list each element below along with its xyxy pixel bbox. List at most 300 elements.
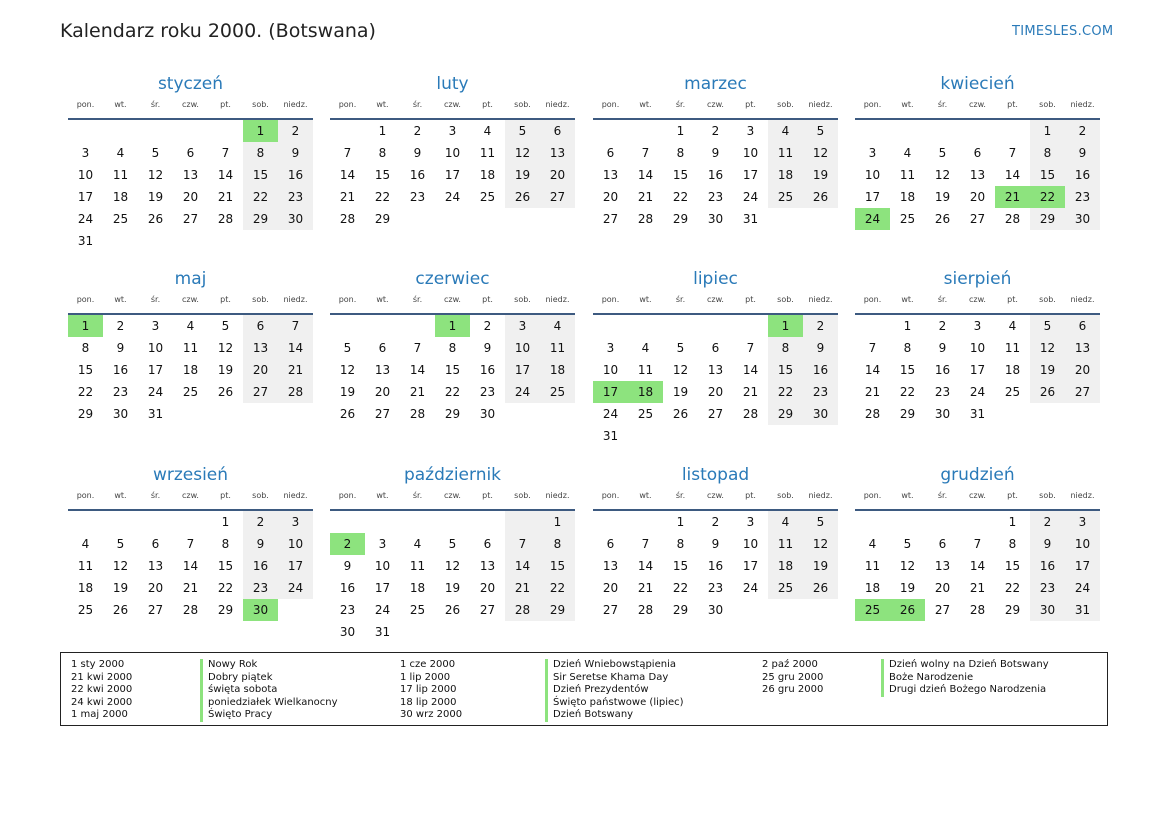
day-cell: 23	[1065, 186, 1100, 208]
day-grid	[593, 511, 838, 621]
day-cell: 1	[903, 319, 912, 333]
day-cell: 2	[938, 319, 947, 333]
legend-holiday-name: Drugi dzień Bożego Narodzenia	[881, 684, 1049, 697]
day-cell: 11	[899, 168, 916, 182]
month-name: marzec	[684, 74, 747, 94]
day-cell: 26	[339, 407, 356, 421]
day-cell: 31	[147, 407, 164, 421]
day-cell: 31	[1065, 599, 1100, 621]
day-cell: 15	[77, 363, 94, 377]
day-cell: 4	[1008, 319, 1017, 333]
day-cell: 13	[934, 559, 951, 573]
weekday-label: czw.	[707, 100, 724, 109]
day-grid	[593, 315, 838, 447]
day-cell: 23	[243, 577, 278, 599]
month-name: maj	[174, 269, 207, 289]
legend-date: 30 wrz 2000	[400, 709, 463, 721]
weekday-label: niedz.	[1070, 295, 1095, 304]
day-cell: 6	[938, 537, 947, 551]
day-cell: 11	[409, 559, 426, 573]
day-cell: 2	[1030, 511, 1065, 533]
legend-date: 18 lip 2000	[400, 696, 457, 708]
day-cell: 17	[864, 190, 881, 204]
day-cell: 24	[969, 385, 986, 399]
month-block	[593, 465, 838, 621]
day-cell: 23	[803, 381, 838, 403]
day-cell: 12	[112, 559, 129, 573]
month-block	[330, 465, 575, 643]
month-block	[855, 269, 1100, 425]
day-cell: 6	[483, 537, 492, 551]
day-cell: 30	[707, 603, 724, 617]
weekday-label: czw.	[969, 295, 986, 304]
legend-date: 22 kwi 2000	[71, 684, 133, 696]
day-cell: 19	[505, 164, 540, 186]
day-cell: 18	[182, 363, 199, 377]
empty-day-cell	[400, 511, 435, 533]
day-cell: 25	[768, 186, 803, 208]
weekday-label: wt.	[114, 100, 127, 109]
month-name: styczeń	[157, 74, 224, 94]
day-cell: 22	[243, 186, 278, 208]
weekday-label: pt.	[220, 491, 231, 500]
month-block	[330, 269, 575, 425]
day-cell: 6	[606, 537, 615, 551]
day-cell: 13	[707, 363, 724, 377]
day-cell: 27	[540, 186, 575, 208]
empty-day-cell	[208, 120, 243, 142]
weekday-label: śr.	[937, 100, 948, 109]
day-cell: 28	[505, 599, 540, 621]
day-cell: 10	[147, 341, 164, 355]
day-cell: 1	[221, 515, 230, 529]
day-cell: 18	[540, 359, 575, 381]
day-cell: 9	[413, 146, 422, 160]
holiday-day-cell: 30	[243, 599, 278, 621]
day-cell: 9	[116, 341, 125, 355]
empty-day-cell	[698, 315, 733, 337]
day-cell: 11	[1004, 341, 1021, 355]
weekday-label: niedz.	[545, 491, 570, 500]
day-cell: 5	[938, 146, 947, 160]
day-cell: 26	[217, 385, 234, 399]
day-cell: 31	[742, 212, 759, 226]
weekday-label: śr.	[675, 100, 686, 109]
day-cell: 20	[602, 581, 619, 595]
day-cell: 30	[112, 407, 129, 421]
day-cell: 15	[1030, 164, 1065, 186]
month-name: listopad	[681, 465, 750, 485]
day-cell: 21	[969, 581, 986, 595]
weekday-label: pon.	[338, 100, 357, 109]
empty-day-cell	[173, 511, 208, 533]
day-cell: 11	[479, 146, 496, 160]
empty-day-cell	[855, 315, 890, 337]
legend-date: 24 kwi 2000	[71, 696, 133, 708]
day-cell: 5	[676, 341, 685, 355]
day-cell: 18	[864, 581, 881, 595]
day-cell: 5	[505, 120, 540, 142]
weekday-label: sob.	[1039, 100, 1056, 109]
day-cell: 16	[707, 168, 724, 182]
day-cell: 13	[479, 559, 496, 573]
day-cell: 26	[934, 212, 951, 226]
day-cell: 14	[505, 555, 540, 577]
day-cell: 17	[1065, 555, 1100, 577]
day-cell: 26	[1030, 381, 1065, 403]
day-cell: 27	[969, 212, 986, 226]
day-cell: 25	[637, 407, 654, 421]
day-cell: 15	[374, 168, 391, 182]
day-cell: 1	[1008, 515, 1017, 529]
day-cell: 19	[934, 190, 951, 204]
day-cell: 26	[444, 603, 461, 617]
day-cell: 20	[540, 164, 575, 186]
day-cell: 27	[602, 212, 619, 226]
month-name: lipiec	[693, 269, 738, 289]
day-cell: 4	[641, 341, 650, 355]
day-cell: 12	[803, 533, 838, 555]
day-cell: 10	[444, 146, 461, 160]
day-cell: 25	[479, 190, 496, 204]
day-cell: 29	[444, 407, 461, 421]
day-cell: 1	[676, 515, 685, 529]
day-cell: 12	[444, 559, 461, 573]
day-cell: 27	[707, 407, 724, 421]
day-cell: 23	[479, 385, 496, 399]
day-cell: 27	[602, 603, 619, 617]
day-cell: 19	[803, 164, 838, 186]
legend-holiday-name: Sir Seretse Khama Day	[545, 672, 684, 685]
day-cell: 23	[1030, 577, 1065, 599]
day-cell: 23	[934, 385, 951, 399]
day-cell: 14	[217, 168, 234, 182]
day-cell: 29	[672, 603, 689, 617]
day-grid	[68, 511, 313, 621]
day-cell: 26	[147, 212, 164, 226]
weekday-label: wt.	[114, 491, 127, 500]
empty-day-cell	[330, 315, 365, 337]
weekday-label: śr.	[150, 100, 161, 109]
weekday-label: śr.	[150, 491, 161, 500]
day-cell: 28	[339, 212, 356, 226]
day-cell: 22	[768, 381, 803, 403]
day-cell: 31	[602, 429, 619, 443]
empty-day-cell	[173, 120, 208, 142]
day-cell: 1	[676, 124, 685, 138]
day-cell: 17	[444, 168, 461, 182]
weekday-label: pt.	[1007, 295, 1018, 304]
weekday-label: wt.	[376, 295, 389, 304]
day-cell: 16	[339, 581, 356, 595]
day-cell: 8	[1030, 142, 1065, 164]
weekday-header	[855, 100, 1100, 116]
day-cell: 17	[742, 559, 759, 573]
day-cell: 22	[444, 385, 461, 399]
day-cell: 26	[803, 577, 838, 599]
day-cell: 12	[672, 363, 689, 377]
month-block	[68, 74, 313, 252]
month-block	[68, 269, 313, 425]
day-cell: 7	[641, 146, 650, 160]
day-cell: 22	[77, 385, 94, 399]
day-cell: 13	[243, 337, 278, 359]
day-cell: 25	[112, 212, 129, 226]
day-cell: 7	[641, 537, 650, 551]
day-cell: 10	[374, 559, 391, 573]
day-cell: 7	[413, 341, 422, 355]
empty-day-cell	[593, 315, 628, 337]
day-cell: 28	[864, 407, 881, 421]
day-cell: 1	[1030, 120, 1065, 142]
day-cell: 12	[803, 142, 838, 164]
day-cell: 16	[479, 363, 496, 377]
day-cell: 14	[182, 559, 199, 573]
holiday-day-cell: 18	[628, 381, 663, 403]
empty-day-cell	[68, 120, 103, 142]
weekday-header	[330, 100, 575, 116]
day-cell: 23	[409, 190, 426, 204]
day-cell: 13	[1065, 337, 1100, 359]
legend-date: 2 paź 2000	[762, 659, 818, 670]
day-cell: 16	[243, 555, 278, 577]
weekday-label: śr.	[675, 491, 686, 500]
day-cell: 10	[278, 533, 313, 555]
day-cell: 3	[746, 124, 755, 138]
day-cell: 24	[444, 190, 461, 204]
day-cell: 2	[803, 315, 838, 337]
weekday-label: śr.	[675, 295, 686, 304]
day-cell: 11	[768, 142, 803, 164]
day-cell: 4	[483, 124, 492, 138]
day-cell: 17	[374, 581, 391, 595]
legend-holiday-name: święta sobota	[200, 684, 338, 697]
day-cell: 28	[278, 381, 313, 403]
day-cell: 12	[505, 142, 540, 164]
site-link[interactable]: TIMESLES.COM	[1012, 24, 1114, 39]
day-cell: 20	[374, 385, 391, 399]
day-cell: 2	[413, 124, 422, 138]
day-cell: 14	[864, 363, 881, 377]
weekday-label: czw.	[707, 491, 724, 500]
day-cell: 3	[973, 319, 982, 333]
day-cell: 21	[339, 190, 356, 204]
day-cell: 5	[116, 537, 125, 551]
weekday-header	[68, 295, 313, 311]
day-cell: 19	[672, 385, 689, 399]
month-name: sierpień	[943, 269, 1012, 289]
weekday-label: wt.	[901, 100, 914, 109]
weekday-label: śr.	[412, 491, 423, 500]
day-cell: 4	[413, 537, 422, 551]
day-cell: 6	[186, 146, 195, 160]
day-cell: 21	[182, 581, 199, 595]
day-cell: 24	[505, 381, 540, 403]
month-name: czerwiec	[415, 269, 490, 289]
day-cell: 26	[112, 603, 129, 617]
day-cell: 24	[77, 212, 94, 226]
weekday-header	[593, 295, 838, 311]
day-grid	[68, 120, 313, 252]
empty-day-cell	[103, 511, 138, 533]
day-cell: 25	[1004, 385, 1021, 399]
day-cell: 11	[112, 168, 129, 182]
day-cell: 21	[409, 385, 426, 399]
day-cell: 10	[969, 341, 986, 355]
day-cell: 3	[505, 315, 540, 337]
day-cell: 6	[151, 537, 160, 551]
legend-date: 21 kwi 2000	[71, 671, 133, 683]
day-cell: 3	[448, 124, 457, 138]
day-cell: 13	[182, 168, 199, 182]
day-cell: 29	[1030, 208, 1065, 230]
weekday-label: wt.	[901, 295, 914, 304]
weekday-label: czw.	[182, 295, 199, 304]
day-cell: 18	[768, 555, 803, 577]
weekday-label: śr.	[937, 491, 948, 500]
day-cell: 30	[479, 407, 496, 421]
day-cell: 21	[637, 190, 654, 204]
day-cell: 28	[742, 407, 759, 421]
day-cell: 4	[540, 315, 575, 337]
empty-day-cell	[855, 120, 890, 142]
day-cell: 21	[278, 359, 313, 381]
day-cell: 25	[899, 212, 916, 226]
day-cell: 4	[768, 120, 803, 142]
empty-day-cell	[855, 511, 890, 533]
weekday-label: wt.	[901, 491, 914, 500]
day-cell: 8	[903, 341, 912, 355]
day-cell: 5	[1030, 315, 1065, 337]
day-cell: 11	[864, 559, 881, 573]
weekday-label: pon.	[338, 491, 357, 500]
weekday-label: niedz.	[1070, 491, 1095, 500]
day-cell: 4	[768, 511, 803, 533]
day-cell: 26	[505, 186, 540, 208]
day-cell: 19	[112, 581, 129, 595]
weekday-label: czw.	[182, 100, 199, 109]
day-cell: 23	[278, 186, 313, 208]
weekday-label: wt.	[376, 100, 389, 109]
day-cell: 24	[602, 407, 619, 421]
month-block	[855, 74, 1100, 230]
empty-day-cell	[925, 511, 960, 533]
day-cell: 5	[803, 511, 838, 533]
day-grid	[593, 120, 838, 230]
day-cell: 31	[77, 234, 94, 248]
day-cell: 11	[182, 341, 199, 355]
day-cell: 16	[112, 363, 129, 377]
weekday-label: wt.	[376, 491, 389, 500]
weekday-label: pon.	[863, 491, 882, 500]
day-cell: 3	[151, 319, 160, 333]
day-cell: 18	[112, 190, 129, 204]
day-grid	[855, 511, 1100, 621]
weekday-header	[593, 491, 838, 507]
weekday-label: sob.	[514, 491, 531, 500]
day-cell: 28	[969, 603, 986, 617]
empty-day-cell	[960, 120, 995, 142]
weekday-label: pon.	[76, 100, 95, 109]
day-cell: 18	[768, 164, 803, 186]
day-grid	[330, 315, 575, 425]
day-cell: 20	[1065, 359, 1100, 381]
day-cell: 3	[746, 515, 755, 529]
day-cell: 5	[221, 319, 230, 333]
day-cell: 10	[505, 337, 540, 359]
day-cell: 7	[868, 341, 877, 355]
day-cell: 15	[672, 559, 689, 573]
day-cell: 25	[77, 603, 94, 617]
month-name: wrzesień	[152, 465, 229, 485]
weekday-label: sob.	[514, 100, 531, 109]
empty-day-cell	[628, 511, 663, 533]
weekday-label: pon.	[338, 295, 357, 304]
weekday-label: wt.	[639, 295, 652, 304]
legend-date-column	[762, 659, 823, 697]
day-cell: 13	[602, 168, 619, 182]
holiday-day-cell: 17	[593, 381, 628, 403]
day-cell: 27	[479, 603, 496, 617]
legend-name-column	[545, 659, 684, 722]
empty-day-cell	[435, 511, 470, 533]
day-cell: 28	[409, 407, 426, 421]
weekday-header	[855, 491, 1100, 507]
day-cell: 29	[217, 603, 234, 617]
day-cell: 21	[637, 581, 654, 595]
weekday-label: czw.	[969, 491, 986, 500]
weekday-label: pt.	[1007, 491, 1018, 500]
day-cell: 13	[147, 559, 164, 573]
day-cell: 26	[803, 186, 838, 208]
legend-date: 25 gru 2000	[762, 671, 824, 683]
day-cell: 15	[672, 168, 689, 182]
day-cell: 6	[1065, 315, 1100, 337]
day-cell: 8	[448, 341, 457, 355]
day-cell: 19	[217, 363, 234, 377]
day-cell: 1	[378, 124, 387, 138]
legend-holiday-name: Dzień wolny na Dzień Botswany	[881, 659, 1049, 672]
day-cell: 4	[116, 146, 125, 160]
day-cell: 30	[1030, 599, 1065, 621]
weekday-label: sob.	[777, 295, 794, 304]
weekday-header	[68, 100, 313, 116]
day-cell: 10	[77, 168, 94, 182]
day-cell: 16	[278, 164, 313, 186]
day-cell: 12	[217, 341, 234, 355]
empty-day-cell	[68, 511, 103, 533]
day-cell: 27	[182, 212, 199, 226]
weekday-label: śr.	[412, 100, 423, 109]
day-cell: 2	[116, 319, 125, 333]
day-cell: 3	[378, 537, 387, 551]
day-cell: 26	[672, 407, 689, 421]
day-cell: 7	[186, 537, 195, 551]
empty-day-cell	[138, 511, 173, 533]
day-cell: 3	[868, 146, 877, 160]
day-cell: 21	[217, 190, 234, 204]
month-block	[855, 465, 1100, 621]
day-cell: 25	[768, 577, 803, 599]
day-cell: 24	[742, 190, 759, 204]
legend-date-column	[71, 659, 132, 722]
day-cell: 3	[81, 146, 90, 160]
empty-day-cell	[995, 120, 1030, 142]
day-cell: 8	[676, 537, 685, 551]
day-cell: 16	[1030, 555, 1065, 577]
weekday-header	[68, 491, 313, 507]
day-cell: 2	[483, 319, 492, 333]
